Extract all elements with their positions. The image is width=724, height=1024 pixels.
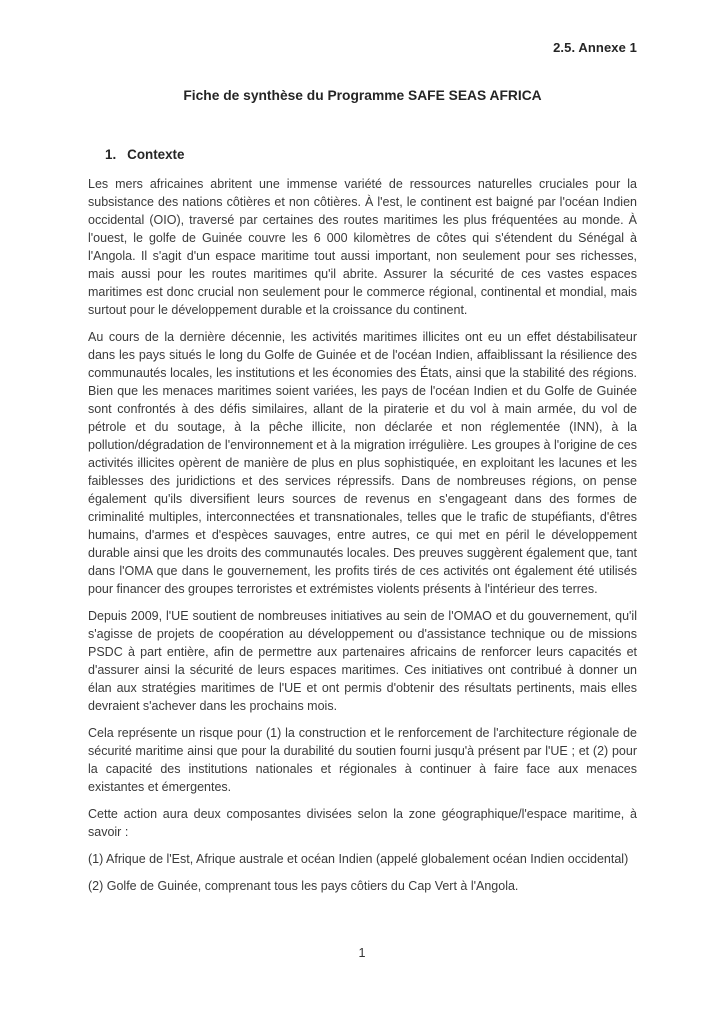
paragraph-illicit-activities: Au cours de la dernière décennie, les activités maritimes illicites ont eu un effet déstabilisateur dans les pays situés le long du Golfe de Guinée et de l'océan Indien, affaiblissant la résilience des communautés locales, les institutions et les économies des États, ainsi que la stabilité des régions. Bien que les menaces maritimes soient variées, les pays de l'océan Indien et du Golfe de Guinée sont confrontés à des défis similaires, allant de la piraterie et du vol à main armée, du vol de pétrole et du soutage, à la pêche illicite, non déclarée et non réglementée (INN), à la pollution/dégradation de l'environnement et à la migration irrégulière. Les groupes à l'origine de ces activités illicites opèrent de manière de plus en plus sophistiquée, en exploitant les lacunes et les faiblesses des juridictions et des services répressifs. Dans de nombreuses régions, on pense également qu'ils diversifient leurs sources de revenus en s'engageant dans des formes de criminalité multiples, interconnectées et transnationales, telles que le trafic de stupéfiants, d'êtres humains, d'armes et d'espèces sauvages, entre autres, ce qui met en péril le développement durable ainsi que les droits des communautés locales. Des preuves suggèrent également que, tant dans l'OMA que dans le gouvernement, les profits tirés de ces activités ont également été utilisés pour financer des groupes terroristes et extrémistes violents présents à l'intérieur des terres. xyxy=(88,330,637,596)
section-title: Contexte xyxy=(127,147,185,162)
component-item-2: (2) Golfe de Guinée, comprenant tous les pays côtiers du Cap Vert à l'Angola. xyxy=(88,879,519,893)
component-item-1: (1) Afrique de l'Est, Afrique australe et océan Indien (appelé globalement océan Indien occidental) xyxy=(88,852,629,866)
paragraph-components-intro: Cette action aura deux composantes divisées selon la zone géographique/l'espace maritime, à savoir : xyxy=(88,807,637,839)
page-number: 1 xyxy=(358,946,366,960)
section-heading xyxy=(88,147,637,162)
section-number: 1. xyxy=(105,147,117,162)
paragraph-context-intro: Les mers africaines abritent une immense variété de ressources naturelles cruciales pour la subsistance des nations côtières et non côtières. À l'est, le continent est baigné par l'océan Indien occidental (OIO), traversé par certaines des routes maritimes les plus fréquentées au monde. À l'ouest, le golfe de Guinée couvre les 6 000 kilomètres de côtes qui s'étendent du Sénégal à l'Angola. Il s'agit d'un espace maritime tout aussi important, non seulement pour ses richesses, mais aussi pour les routes maritimes qu'il abrite. Assurer la sécurité de ces vastes espaces maritimes est donc crucial non seulement pour le commerce régional, continental et mondial, mais surtout pour le développement durable et la croissance du continent. xyxy=(88,177,637,317)
annex-label: 2.5. Annexe 1 xyxy=(553,40,637,55)
page-title: Fiche de synthèse du Programme SAFE SEAS AFRICA xyxy=(183,88,542,103)
paragraph-eu-initiatives: Depuis 2009, l'UE soutient de nombreuses initiatives au sein de l'OMAO et du gouvernement, qu'il s'agisse de projets de coopération au développement ou d'assistance technique ou de missions PSDC à part entière, afin de permettre aux partenaires africains de renforcer leurs capacités et d'assurer ainsi la sécurité de leurs espaces maritimes. Ces initiatives ont contribué à donner un élan aux stratégies maritimes de l'UE et ont permis d'obtenir des résultats pertinents, mais elles devraient s'achever dans les prochains mois. xyxy=(88,609,637,713)
paragraph-risks: Cela représente un risque pour (1) la construction et le renforcement de l'architecture régionale de sécurité maritime ainsi que pour la durabilité du soutien fourni jusqu'à présent par l'UE ; et (2) pour la capacité des institutions nationales et régionales à continuer à faire face aux menaces existantes et émergentes. xyxy=(88,726,637,794)
